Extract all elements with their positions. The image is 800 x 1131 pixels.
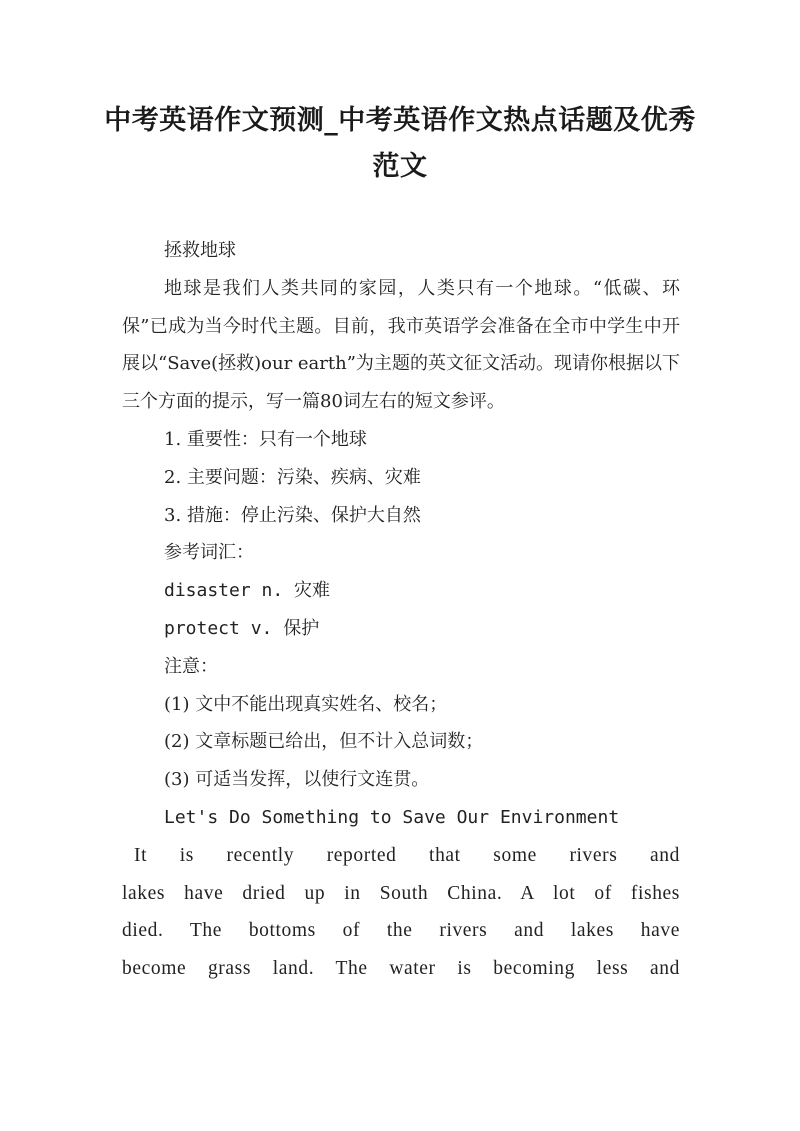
essay-line: died. The bottoms of the rivers and lakes have [122, 920, 680, 942]
vocab-item: disaster n. 灾难 [164, 580, 331, 602]
essay-line: become grass land. The water is becoming less and [122, 958, 680, 980]
essay-line: lakes have dried up in South China. A lot of fishes [122, 882, 680, 904]
point-item: 2. 主要问题：污染、疾病、灾难 [164, 466, 421, 488]
intro-paragraph: 地球是我们人类共同的家园，人类只有一个地球。“低碳、环保”已成为当今时代主题。目前，我市英语学会准备在全市中学生中开展以“Save(拯救)our earth”为主题的英文征文活动。现请你根据以下三个方面的提示，写一篇80词左右的短文参评。 [122, 277, 680, 413]
document-title: 中考英语作文预测_中考英语作文热点话题及优秀范文 [104, 105, 696, 182]
section-heading: 拯救地球 [164, 240, 236, 261]
essay-line: It is recently reported that some rivers and [134, 844, 680, 866]
note-item: (1) 文中不能出现真实姓名、校名； [164, 693, 448, 715]
essay-title: Let's Do Something to Save Our Environment [164, 806, 620, 828]
point-item: 3. 措施：停止污染、保护大自然 [164, 504, 421, 526]
vocab-item: protect v. 保护 [164, 617, 320, 639]
note-item: (3) 可适当发挥，以使行文连贯。 [164, 769, 430, 791]
note-item: (2) 文章标题已给出，但不计入总词数； [164, 731, 484, 753]
document-body [122, 232, 680, 988]
notes-heading: 注意： [164, 655, 218, 677]
point-item: 1. 重要性：只有一个地球 [164, 428, 367, 450]
vocab-heading: 参考词汇： [164, 542, 254, 564]
